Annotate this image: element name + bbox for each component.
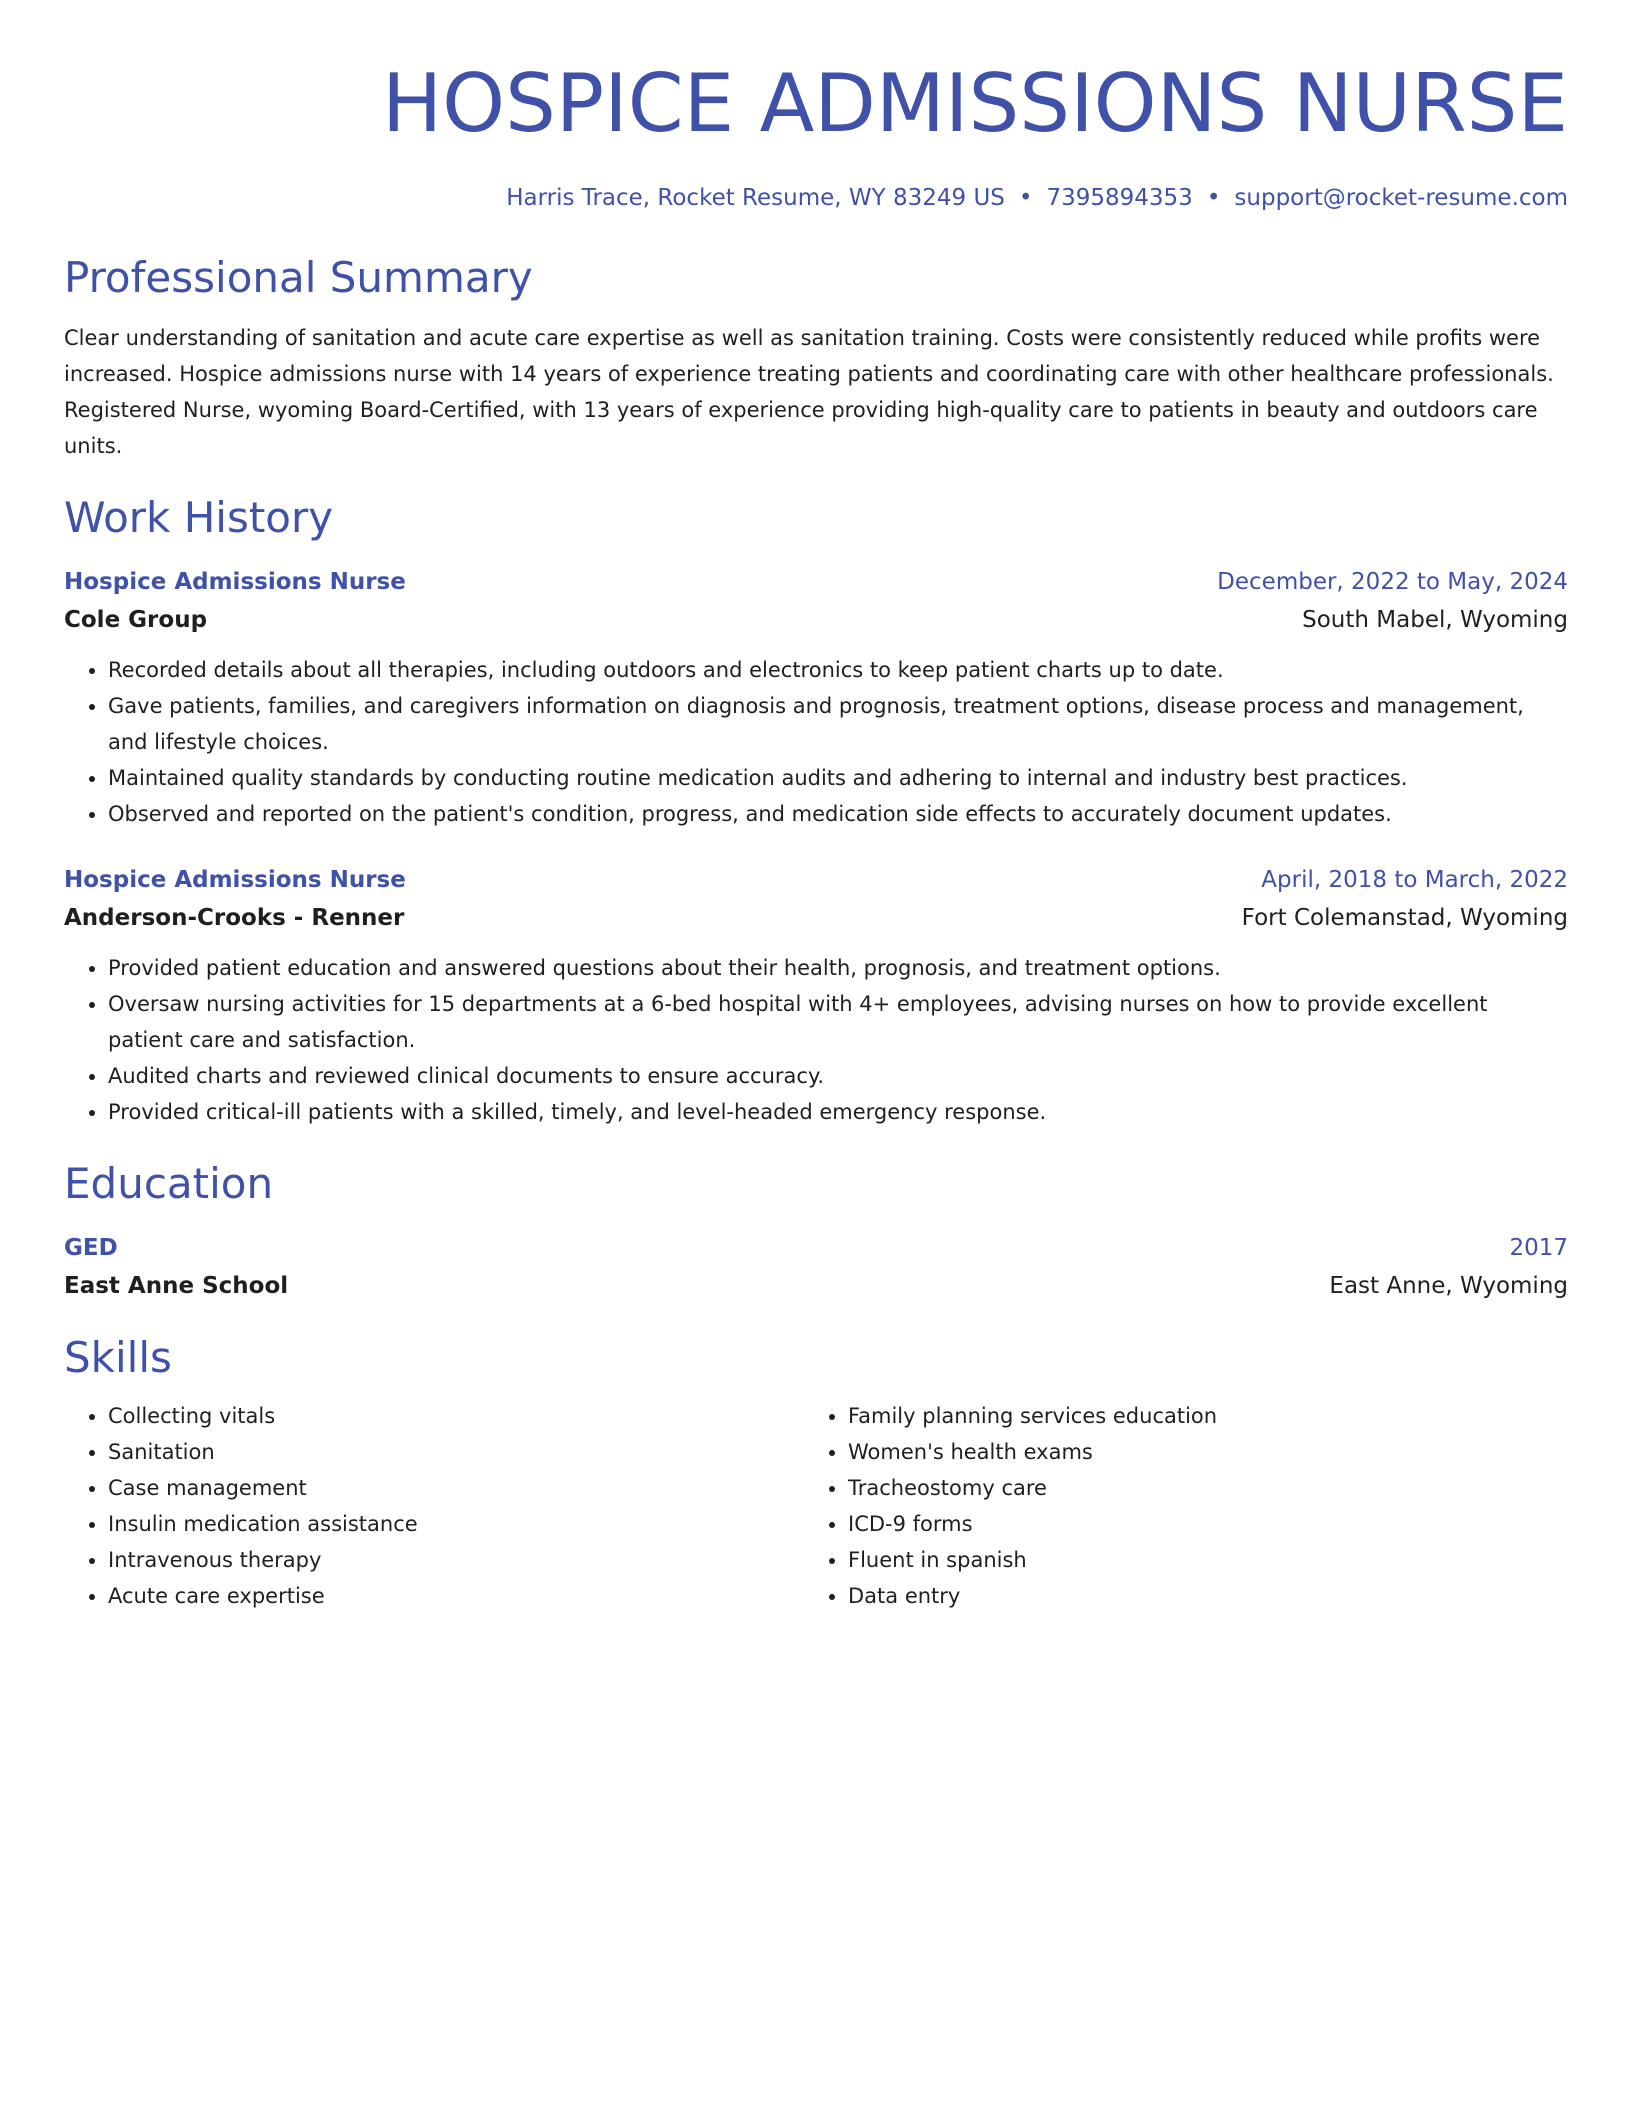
skills-list bbox=[64, 1398, 1568, 1614]
skill-item: • Women's health exams bbox=[848, 1434, 1544, 1470]
skills-column-right bbox=[804, 1398, 1544, 1614]
education-entry bbox=[64, 1230, 1568, 1306]
education-heading: Education bbox=[64, 1159, 274, 1208]
job-bullet: • Maintained quality standards by conducting routine medication audits and adhering to internal and industry best practices. bbox=[108, 760, 1568, 796]
skills-column-left bbox=[64, 1398, 804, 1614]
skill-item: • Family planning services education bbox=[848, 1398, 1544, 1434]
contact-address: Harris Trace, Rocket Resume, WY 83249 US bbox=[506, 185, 1005, 211]
job-role: Hospice Admissions Nurse bbox=[64, 569, 406, 595]
job-bullet: • Provided patient education and answered questions about their health, prognosis, and treatment options. bbox=[108, 950, 1568, 986]
contact-line bbox=[64, 182, 1568, 214]
skill-item: • Data entry bbox=[848, 1578, 1544, 1614]
contact-email: support@rocket-resume.com bbox=[1234, 185, 1568, 211]
skill-item: • Insulin medication assistance bbox=[108, 1506, 804, 1542]
job-bullet: • Audited charts and reviewed clinical documents to ensure accuracy. bbox=[108, 1058, 1568, 1094]
job-header-row bbox=[64, 862, 1568, 898]
job-dates: April, 2018 to March, 2022 bbox=[1261, 867, 1568, 893]
education-school: East Anne School bbox=[64, 1273, 289, 1299]
resume-name: HOSPICE ADMISSIONS NURSE bbox=[381, 57, 1568, 150]
contact-phone: 7395894353 bbox=[1046, 185, 1193, 211]
job-bullets bbox=[64, 950, 1568, 1130]
job-company: Anderson-Crooks - Renner bbox=[64, 905, 405, 931]
education-header-row bbox=[64, 1230, 1568, 1266]
education-location: East Anne, Wyoming bbox=[1329, 1273, 1568, 1299]
job-bullets bbox=[64, 652, 1568, 832]
education-school-row bbox=[64, 1266, 1568, 1306]
contact-separator: • bbox=[1206, 185, 1221, 211]
work-history-heading: Work History bbox=[64, 493, 334, 542]
skills-heading: Skills bbox=[64, 1333, 172, 1382]
job-bullet: • Oversaw nursing activities for 15 departments at a 6-bed hospital with 4+ employees, advising nurses on how to provide excellent patient care and satisfaction. bbox=[108, 986, 1568, 1058]
job-company-row bbox=[64, 600, 1568, 640]
job-bullet: • Gave patients, families, and caregivers information on diagnosis and prognosis, treatment options, disease process and management, and lifestyle choices. bbox=[108, 688, 1568, 760]
job-location: South Mabel, Wyoming bbox=[1302, 607, 1568, 633]
job-role: Hospice Admissions Nurse bbox=[64, 867, 406, 893]
education-degree: GED bbox=[64, 1235, 118, 1261]
skill-item: • Case management bbox=[108, 1470, 804, 1506]
job-location: Fort Colemanstad, Wyoming bbox=[1241, 905, 1568, 931]
skill-item: • ICD-9 forms bbox=[848, 1506, 1544, 1542]
education-year: 2017 bbox=[1509, 1235, 1568, 1261]
job-bullet: • Recorded details about all therapies, including outdoors and electronics to keep patient charts up to date. bbox=[108, 652, 1568, 688]
job-header-row bbox=[64, 564, 1568, 600]
skill-item: • Intravenous therapy bbox=[108, 1542, 804, 1578]
skill-item: • Sanitation bbox=[108, 1434, 804, 1470]
contact-separator: • bbox=[1018, 185, 1033, 211]
skill-item: • Collecting vitals bbox=[108, 1398, 804, 1434]
job-entry bbox=[64, 564, 1568, 832]
summary-heading: Professional Summary bbox=[64, 253, 533, 302]
job-bullet: • Observed and reported on the patient's condition, progress, and medication side effects to accurately document updates. bbox=[108, 796, 1568, 832]
summary-text: Clear understanding of sanitation and acute care expertise as well as sanitation training. Costs were consistently reduced while profits were increased. Hospice admissions nurse with 14 years of experience treating patients and coordinating care with other healthcare professionals. Registered Nurse, wyoming Board-Certified, with 13 years of experience providing high-quality care to patients in beauty and outdoors care units. bbox=[64, 326, 1554, 458]
skill-item: • Acute care expertise bbox=[108, 1578, 804, 1614]
skill-item: • Fluent in spanish bbox=[848, 1542, 1544, 1578]
job-company-row bbox=[64, 898, 1568, 938]
job-bullet: • Provided critical-ill patients with a skilled, timely, and level-headed emergency response. bbox=[108, 1094, 1568, 1130]
skill-item: • Tracheostomy care bbox=[848, 1470, 1544, 1506]
job-company: Cole Group bbox=[64, 607, 208, 633]
job-dates: December, 2022 to May, 2024 bbox=[1217, 569, 1568, 595]
job-entry bbox=[64, 862, 1568, 1130]
